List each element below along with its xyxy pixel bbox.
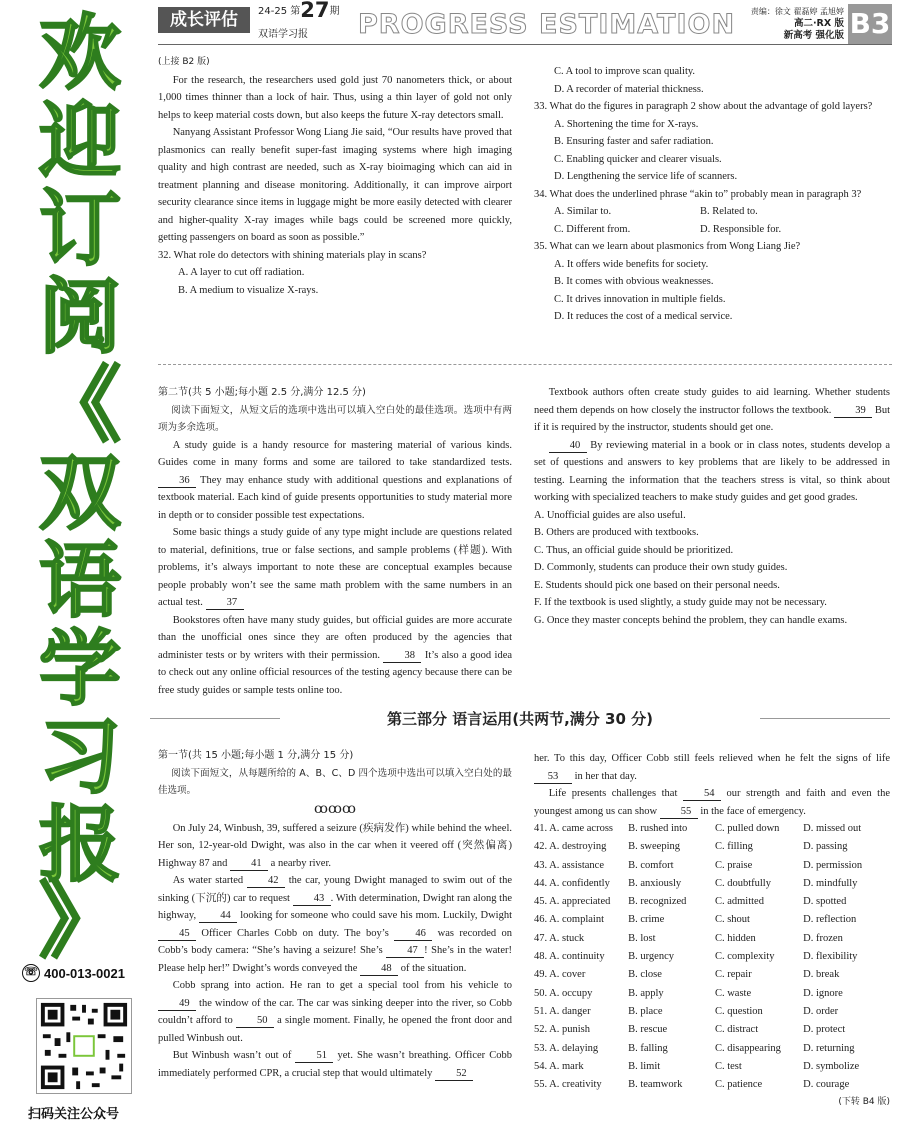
answer-row — [534, 1076, 890, 1094]
blank-48[interactable]: 48 — [360, 962, 398, 976]
option[interactable]: C. A tool to improve scan quality. — [554, 66, 696, 77]
instructions: 阅读下面短文，从每题所给的 A、B、C、D 四个选项中选出可以填入空白处的最佳选项。 — [158, 767, 512, 796]
option[interactable]: C. Enabling quicker and clearer visuals. — [554, 153, 722, 165]
answer-row — [534, 966, 890, 984]
answer-option[interactable]: B. apply — [628, 987, 664, 999]
answer-row — [534, 838, 890, 856]
answer-option[interactable]: B. crime — [628, 914, 665, 926]
answer-option[interactable]: C. patience — [714, 1079, 763, 1091]
answer-option[interactable]: C. distract — [714, 1024, 759, 1036]
blank-37[interactable]: 37 — [206, 596, 244, 610]
answer-option[interactable]: D. flexibility — [803, 951, 858, 963]
section-divider — [158, 364, 892, 365]
answer-option[interactable]: D. protect — [803, 1024, 846, 1036]
answer-row — [534, 857, 890, 875]
answer-option[interactable]: B. sweeping — [628, 841, 681, 853]
answer-option[interactable]: B. anxiously — [628, 877, 682, 889]
question-33: 33. What do the figures in paragraph 2 show about the advantage of gold layers? — [534, 101, 873, 112]
answer-option[interactable]: B. place — [628, 1005, 663, 1017]
blank-55[interactable]: 55 — [660, 805, 698, 819]
answer-option[interactable]: 46. A. complaint — [534, 914, 604, 926]
option[interactable]: B. Ensuring faster and safer radiation. — [554, 136, 714, 147]
answer-option[interactable]: C. praise — [714, 859, 753, 871]
answer-option[interactable]: C. pulled down — [714, 823, 780, 834]
answer-option[interactable]: B. rushed into — [628, 823, 688, 834]
answer-row — [534, 948, 890, 966]
sidebar-char: 迎 — [38, 94, 121, 189]
blank-52[interactable]: 52 — [435, 1067, 473, 1081]
answer-option[interactable]: 53. A. delaying — [534, 1042, 599, 1054]
answer-option[interactable]: D. reflection — [803, 914, 857, 926]
answer-option[interactable]: D. courage — [803, 1079, 850, 1091]
option[interactable]: B. It comes with obvious weaknesses. — [554, 276, 714, 287]
reading-column-left — [158, 54, 512, 299]
answer-option[interactable]: C. shout — [714, 914, 750, 926]
answer-option[interactable]: D. returning — [803, 1042, 855, 1054]
answer-option[interactable]: C. complexity — [714, 951, 775, 963]
answer-option[interactable]: 44. A. confidently — [534, 877, 610, 889]
sidebar-char: 欢 — [38, 6, 121, 101]
answer-option[interactable]: B. recognized — [628, 896, 687, 908]
answer-option[interactable]: C. question — [714, 1005, 763, 1017]
blank-39[interactable]: 39 — [834, 404, 872, 418]
sidebar-char: 》 — [38, 874, 121, 969]
issue-number: 24-25 第27期 — [258, 0, 340, 22]
qr-caption: 扫码关注公众号 — [28, 1107, 120, 1122]
answer-option[interactable]: 55. A. creativity — [534, 1079, 602, 1091]
blank-46[interactable]: 46 — [394, 927, 432, 941]
answer-option[interactable]: C. hidden — [714, 932, 756, 944]
question-35: 35. What can we learn about plasmonics from Wong Liang Jie? — [534, 241, 801, 252]
reading-column-right — [534, 63, 890, 326]
answer-option[interactable]: D. permission — [803, 859, 863, 871]
answer-row — [534, 930, 890, 948]
answer-option[interactable]: D. symbolize — [803, 1060, 860, 1072]
answer-option[interactable]: B. lost — [628, 932, 656, 944]
answer-option[interactable]: 47. A. stuck — [534, 932, 585, 944]
question-34: 34. What does the underlined phrase “akin to” probably mean in paragraph 3? — [534, 188, 862, 200]
sidebar-char: 学 — [38, 622, 121, 717]
answer-option[interactable]: D. spotted — [803, 896, 847, 908]
sidebar-char: 语 — [38, 534, 121, 629]
option[interactable]: C. It drives innovation in multiple fields. — [554, 293, 726, 305]
answer-option[interactable]: B. teamwork — [628, 1079, 683, 1091]
answer-option[interactable]: 52. A. punish — [534, 1024, 591, 1036]
option[interactable]: D. A recorder of material thickness. — [554, 83, 704, 95]
part3-title: 第三部分 语言运用(共两节,满分 30 分) — [310, 707, 730, 731]
paragraph: Cobb sprang into action. He ran to get a special tool from his vehicle to 49 the window of the car. The car was sinking deeper into the river, so Cobb couldn’t afford to 50 a single moment. Finally, he opened the front door and pulled Winbush out. — [158, 980, 512, 1044]
sidebar-char: 阅 — [38, 270, 121, 365]
blank-38[interactable]: 38 — [383, 649, 421, 663]
option[interactable]: C. Thus, an official guide should be prioritized. — [534, 544, 734, 556]
option[interactable]: B. Others are produced with textbooks. — [534, 527, 699, 538]
answer-row — [534, 875, 890, 893]
answer-option[interactable]: 51. A. danger — [534, 1005, 591, 1017]
logo: 成长评估 — [158, 7, 250, 33]
answer-option[interactable]: C. test — [714, 1060, 742, 1072]
answer-option[interactable]: B. falling — [628, 1042, 668, 1054]
blank-51[interactable]: 51 — [295, 1049, 333, 1063]
paragraph: Textbook authors often create study guides to aid learning. Whether students need them depends on how closely the instructor follows the textbook. 39 But if it is required by the instructor, students should get one. — [534, 387, 891, 433]
phone-number: ☏ 400-013-0021 — [22, 964, 125, 982]
decoration-icon: ꝏꝏꝏ — [314, 801, 356, 817]
paragraph: As water started 42 the car, young Dwight managed to swim out of the sinking (下沉的) car to request 43 . With determination, Dwight ran along the highway, 44 looking for someone who could save his mom. Luckily, Dwight 45 Officer Charles Cobb on duty. The boy’s 46 was recorded on Cobb’s body camera: “She’s having a seizure! She’s 47 ! She’s in the water! Please help her!” Dwight’s words conveyed the 48 of the situation. — [158, 875, 513, 974]
answer-row — [534, 1003, 890, 1021]
section2-right — [534, 384, 890, 629]
sidebar-char: 习 — [38, 710, 121, 805]
instructions: 阅读下面短文，从短文后的选项中选出可以填入空白处的最佳选项。选项中有两项为多余选项。 — [158, 404, 512, 433]
option[interactable]: E. Students should pick one based on their personal needs. — [534, 579, 780, 591]
option[interactable]: A. Shortening the time for X-rays. — [554, 118, 699, 130]
blank-43[interactable]: 43 — [293, 892, 331, 906]
answer-option[interactable]: C. doubtfully — [714, 877, 771, 889]
banner-title: PROGRESS ESTIMATION — [358, 9, 736, 40]
answer-option[interactable]: D. mindfully — [803, 877, 858, 889]
option[interactable]: D. It reduces the cost of a medical service. — [554, 311, 733, 322]
page-number: B3 — [848, 4, 892, 44]
option[interactable]: D. Commonly, students can produce their own study guides. — [534, 562, 788, 573]
answer-option[interactable]: D. frozen — [803, 932, 843, 944]
answer-row — [534, 911, 890, 929]
blank-36[interactable]: 36 — [158, 474, 196, 488]
answer-option[interactable]: 48. A. continuity — [534, 951, 605, 963]
paragraph: Some basic things a study guide of any type might include are questions related to material, definitions, true or false sections, and sample problems (样题). With problems, it’s always important to note these are conceptual examples because people probably won’t see the same math problem with the same numbers in an actual test. 37 — [158, 527, 512, 608]
blank-54[interactable]: 54 — [683, 787, 721, 801]
sidebar-char: 《 — [38, 358, 121, 453]
header-divider — [158, 44, 892, 45]
qr-code[interactable] — [36, 998, 132, 1094]
answer-option[interactable]: D. ignore — [803, 987, 843, 999]
option-row — [534, 203, 890, 221]
page-header — [158, 0, 892, 42]
paragraph: On July 24, Winbush, 39, suffered a seizure (疾病发作) while behind the wheel. Her son, 12-year-old Dwight, was also in the car when it veered off (突然偏离) Highway 87 and 41 a nearby river. — [158, 822, 512, 869]
blank-45[interactable]: 45 — [158, 927, 196, 941]
blank-50[interactable]: 50 — [236, 1014, 274, 1028]
sidebar-char: 报 — [38, 798, 121, 893]
answer-row — [534, 820, 890, 838]
option[interactable]: A. It offers wide benefits for society. — [554, 258, 709, 270]
continued-from: (上接 B2 版) — [158, 57, 210, 67]
paper-name: 双语学习报 — [258, 29, 308, 40]
answer-option[interactable]: C. repair — [714, 969, 752, 981]
answer-option[interactable]: D. passing — [803, 841, 848, 853]
cloze-passage — [158, 747, 512, 1082]
answer-option[interactable]: D. break — [803, 969, 840, 981]
subscription-sidebar — [0, 0, 150, 1127]
answer-option[interactable]: D. missed out — [803, 823, 862, 834]
answer-option[interactable]: 49. A. cover — [534, 969, 586, 981]
option[interactable]: B. Related to. — [700, 206, 758, 217]
answer-option[interactable]: 43. A. assistance — [534, 859, 604, 871]
option[interactable]: D. Responsible for. — [700, 223, 782, 235]
option[interactable]: A. Similar to. — [554, 206, 612, 217]
answer-option[interactable]: D. order — [803, 1005, 839, 1017]
paragraph: A study guide is a handy resource for mastering material of various kinds. Guides come in many forms and some are tailored to take standardized tests. 36 They may enhance study with additional questions and explanations of textbook material. Each kind of guide presents opportunities to study material more in depth or to consider possible test expectations. — [158, 439, 512, 521]
section2-left — [158, 384, 512, 699]
answer-option[interactable]: B. limit — [628, 1060, 661, 1072]
editors-info: 责编：徐文 翟磊婷 孟旭婷 高二·RX 版 新高考 强化版 — [750, 7, 844, 41]
answer-option[interactable]: 50. A. occupy — [534, 987, 593, 999]
sidebar-char: 订 — [38, 182, 121, 277]
answer-option[interactable]: 45. A. appreciated — [534, 896, 611, 908]
blank-41[interactable]: 41 — [230, 857, 268, 871]
answer-option[interactable]: C. waste — [714, 987, 752, 999]
answer-row — [534, 985, 890, 1003]
phone-icon: ☏ — [22, 964, 40, 982]
answer-row — [534, 1058, 890, 1076]
sidebar-char: 双 — [38, 446, 121, 541]
cloze-right — [534, 750, 890, 1112]
question-32: 32. What role do detectors with shining materials play in scans? — [158, 249, 427, 261]
paragraph: Bookstores often have many study guides, but official guides are more accurate than the unofficial ones since they are often produced by the agencies that administer tests or by writers with their permission. 38 It’s also a good idea to check out any online official resources of the testing agency because there can be free study guides or sample tests online too. — [158, 614, 513, 696]
blank-40[interactable]: 40 — [549, 439, 587, 453]
paragraph: For the research, the researchers used gold just 70 nanometers thick, or about 1,000 times thinner than a lock of hair. Thus, using a thin layer of gold not only helps to keep material costs down, but also keeps the future X-ray detectors small. — [158, 74, 512, 121]
blank-44[interactable]: 44 — [199, 909, 237, 923]
blank-49[interactable]: 49 — [158, 997, 196, 1011]
option[interactable]: B. A medium to visualize X-rays. — [178, 284, 319, 296]
option-row — [534, 221, 890, 239]
option[interactable]: C. Different from. — [554, 223, 631, 235]
answer-row — [534, 1040, 890, 1058]
option[interactable]: F. If the textbook is used slightly, a study guide may not be necessary. — [534, 597, 827, 608]
section-heading: 第二节(共 5 小题;每小题 2.5 分,满分 12.5 分) — [158, 387, 366, 398]
answer-option[interactable]: B. close — [628, 969, 662, 981]
blank-47[interactable]: 47 — [386, 944, 424, 958]
answer-row — [534, 1021, 890, 1039]
paragraph: her. To this day, Officer Cobb still feels relieved when he felt the signs of life 53 in her that day. — [534, 753, 890, 782]
option[interactable]: D. Lengthening the service life of scanners. — [554, 171, 738, 182]
paragraph: Life presents challenges that 54 our strength and faith and even the youngest among us can show 55 in the face of emergency. — [534, 788, 891, 817]
answer-option[interactable]: C. filling — [714, 841, 753, 853]
answer-option[interactable]: 41. A. came across — [534, 823, 614, 834]
answer-option[interactable]: B. urgency — [628, 951, 674, 963]
answer-row — [534, 893, 890, 911]
answer-option[interactable]: B. rescue — [628, 1024, 668, 1036]
answer-option[interactable]: 54. A. mark — [534, 1060, 584, 1072]
continued-to: (下转 B4 版) — [838, 1097, 890, 1108]
paragraph: Nanyang Assistant Professor Wong Liang Jie said, “Our results have proved that plasmonics can really benefit super-fast imaging systems where high imaging quality and high contrast are needed, such as X-ray bioimaging which can aid in treatment planning and disease monitoring. Additionally, it can improve airport security clearance since items in luggage might be more easily detected with clearer and higher-quality X-ray images while bags could be screened more quickly, getting passengers on board as soon as possible.” — [158, 127, 512, 243]
option[interactable]: A. Unofficial guides are also useful. — [534, 509, 686, 521]
option[interactable]: G. Once they master concepts behind the problem, they can handle exams. — [534, 614, 848, 626]
answer-option[interactable]: 42. A. destroying — [534, 841, 607, 853]
answer-option[interactable]: C. admitted — [714, 896, 764, 908]
answer-option[interactable]: C. disappearing — [714, 1042, 781, 1054]
blank-53[interactable]: 53 — [534, 770, 572, 784]
answer-option[interactable]: B. comfort — [628, 859, 674, 871]
section-heading: 第一节(共 15 小题;每小题 1 分,满分 15 分) — [158, 750, 354, 761]
paragraph: 40 By reviewing material in a book or in class notes, students develop a set of questions and answers to key problems that are likely to be addressed in testing. Learning the information that the teachers stress is vital, so think about working with specialized teachers to make study guides and get good grades. — [534, 439, 890, 503]
option[interactable]: A. A layer to cut off radiation. — [178, 267, 305, 278]
blank-42[interactable]: 42 — [247, 874, 285, 888]
paragraph: But Winbush wasn’t out of 51 yet. She wasn’t breathing. Officer Cobb immediately performed CPR, a crucial step that would ultimately 52 — [158, 1050, 512, 1079]
answer-options-table — [534, 820, 890, 1094]
